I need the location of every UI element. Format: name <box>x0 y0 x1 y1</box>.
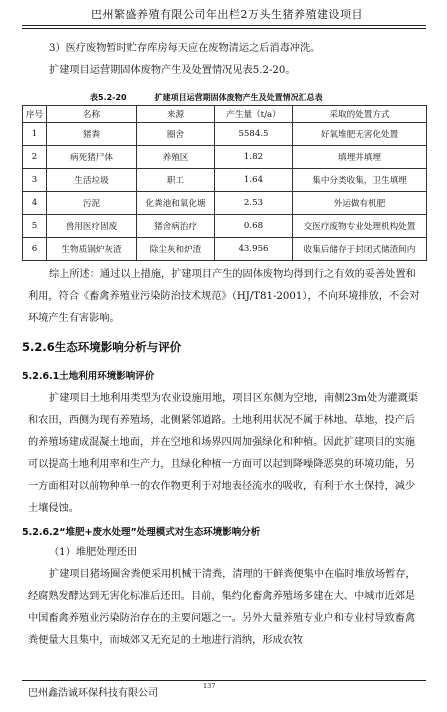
subheading-compost: （1）堆肥处理还田 <box>49 547 137 558</box>
table-cell: 集中分类收集，卫生填埋 <box>293 169 427 192</box>
header-cell: 序号 <box>23 106 47 123</box>
table-cell: 生物质锅炉灰渣 <box>47 238 137 261</box>
table-cell: 5584.5 <box>215 123 293 146</box>
table-caption-number: 表5.2-20 <box>90 93 127 102</box>
table-cell: 4 <box>23 192 47 215</box>
table-cell: 3 <box>23 169 47 192</box>
table-cell: 病死猪尸体 <box>47 146 137 169</box>
section-heading-5-2-6-1: 5.2.6.1土地利用环境影响评价 <box>22 371 155 382</box>
paragraph-land-use: 扩建项目土地利用类型为农业设施用地，项目区东侧为空地，南侧23m处为灌溉渠和农田，西侧为现有养殖场，北侧紧邻道路。土地利用状况不属于林地、草地，投产后的养殖场建成混凝土地面，并在空地和场界四周加强绿化和种植。因此扩建项目的实施可以提高土地利用率和生产力，且绿化种植一方面可以起到降噪降恶臭的环境功能，另一方面相对以前物种单一的农作物更利于对地表径流水的吸收，有利于水土保持，减少土壤侵蚀。 <box>28 393 418 514</box>
table-cell: 猪粪 <box>47 123 137 146</box>
table-cell: 5 <box>23 215 47 238</box>
table-header-row <box>23 106 427 123</box>
table-cell: 收集后储存于封闭式储渣间内 <box>293 238 427 261</box>
section-heading-5-2-6: 5.2.6生态环境影响分析与评价 <box>22 340 182 354</box>
table-cell: 1 <box>23 123 47 146</box>
table-cell: 交医疗废物专业处理机构处置 <box>293 215 427 238</box>
paragraph-compost: 扩建项目猪场圈舍粪便采用机械干清粪，清理的干鲜粪便集中在临时堆放场暂存，经腐熟发酵达到无害化标准后还田。目前，集约化畜禽养殖场多建在大、中城市近郊是中国畜禽养殖业污染防治存在的主要问题之一。另外大量养殖专业户和专业村导致畜禽粪便量大且集中，而城郊又无充足的土地进行消纳，形成农牧 <box>28 569 416 646</box>
table-cell: 6 <box>23 238 47 261</box>
table-row <box>23 146 427 169</box>
table-cell: 43.956 <box>215 238 293 261</box>
header-rule-thin <box>22 28 426 29</box>
table-cell: 好氧堆肥无害化处置 <box>293 123 427 146</box>
table-cell: 兽用医疗固废 <box>47 215 137 238</box>
table-caption <box>90 92 323 103</box>
table-cell: 污泥 <box>47 192 137 215</box>
table-cell: 养殖区 <box>137 146 215 169</box>
paragraph-conclusion: 综上所述：通过以上措施，扩建项目产生的固体废物均得到行之有效的妥善处置和利用，符合《畜禽养殖业污染防治技术规范》（HJ/T81-2001），不向环境排放，不会对环境产生有害影响。 <box>28 269 420 324</box>
header-cell: 来源 <box>137 106 215 123</box>
paragraph-medical-waste: 3）医疗废物暂时贮存库房每天应在废物清运之后消毒冲洗。 <box>49 43 321 54</box>
page-number: 137 <box>203 682 216 690</box>
table-cell: 猪舍病治疗 <box>137 215 215 238</box>
paragraph-table-intro: 扩建项目运营期固体废物产生及处置情况见表5.2-20。 <box>49 65 296 76</box>
header-cell: 名称 <box>47 106 137 123</box>
table-cell: 2.53 <box>215 192 293 215</box>
table-row <box>23 169 427 192</box>
table-cell: 职工 <box>137 169 215 192</box>
table-cell: 1.82 <box>215 146 293 169</box>
solid-waste-table <box>22 105 427 261</box>
table-cell: 圈舍 <box>137 123 215 146</box>
header-rule <box>22 25 426 26</box>
table-cell: 1.64 <box>215 169 293 192</box>
page-header: 巴州繁盛养殖有限公司年出栏2万头生猪养殖建设项目 <box>91 8 363 21</box>
footer-company: 巴州鑫浩诚环保科技有限公司 <box>28 688 158 699</box>
table-cell: 生活垃圾 <box>47 169 137 192</box>
table-cell: 2 <box>23 146 47 169</box>
header-cell: 采取的处置方式 <box>293 106 427 123</box>
table-row <box>23 238 427 261</box>
table-cell: 化粪池和氧化塘 <box>137 192 215 215</box>
table-cell: 外运做有机肥 <box>293 192 427 215</box>
table-cell: 除尘灰和炉渣 <box>137 238 215 261</box>
table-row <box>23 215 427 238</box>
table-row <box>23 192 427 215</box>
section-heading-5-2-6-2: 5.2.6.2“堆肥+废水处理”处理模式对生态环境影响分析 <box>22 527 261 538</box>
header-cell: 产生量（t/a） <box>215 106 293 123</box>
table-cell: 0.68 <box>215 215 293 238</box>
table-cell: 填埋井填埋 <box>293 146 427 169</box>
footer-rule <box>22 680 426 681</box>
table-caption-title: 扩建项目运营期固体废物产生及处置情况汇总表 <box>154 93 323 102</box>
table-row <box>23 123 427 146</box>
